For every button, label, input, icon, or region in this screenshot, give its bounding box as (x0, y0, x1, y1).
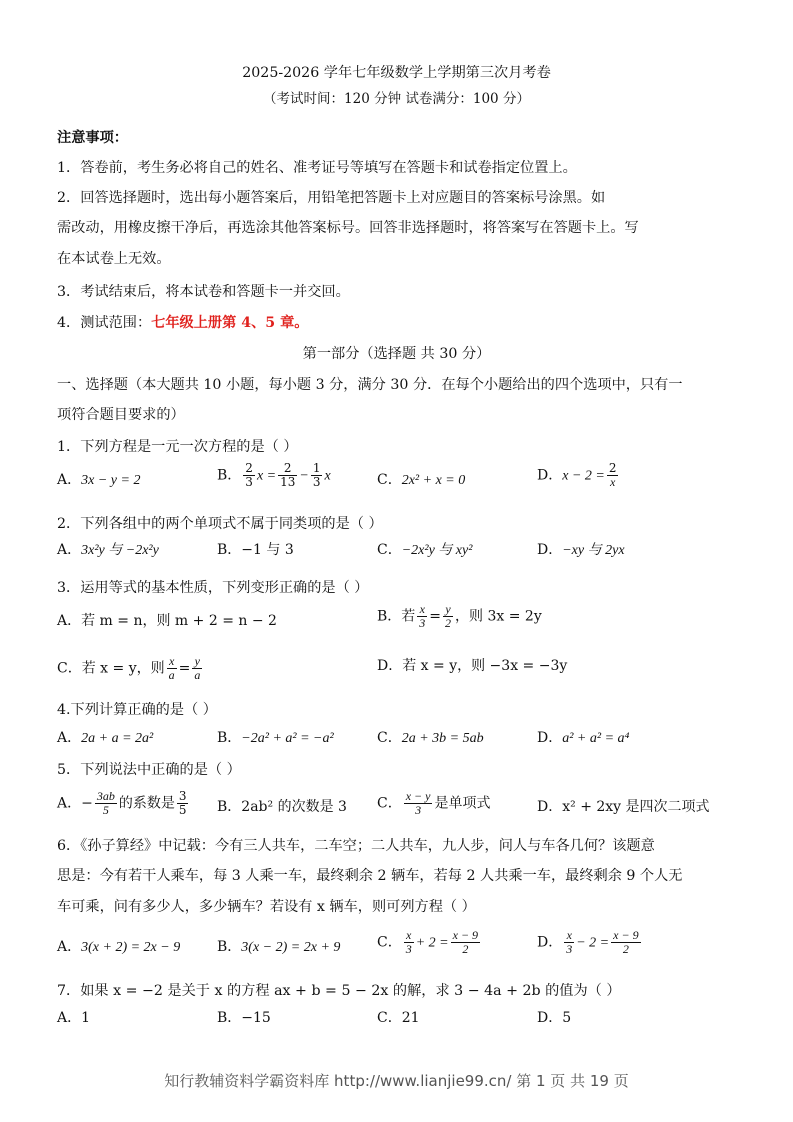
numerator: 1 (312, 461, 321, 475)
q4-a-expr: 2a + a = 2a² (81, 731, 154, 746)
q6-option-b (217, 937, 340, 958)
q2-option-c (377, 540, 472, 561)
q1-a-expr: 3x − y = 2 (81, 473, 141, 488)
section-1-desc-b: 项符合题目要求的） (57, 407, 185, 423)
option-label: C． (377, 795, 402, 812)
denominator: 5 (178, 803, 187, 817)
q5-stem: 5．下列说法中正确的是（ ） (57, 762, 241, 778)
q4-option-c (377, 728, 484, 749)
note-4-range: 七年级上册第 4、5 章。 (151, 315, 309, 331)
q5-a-text: 的系数是 (118, 795, 175, 812)
q5-option-d (537, 797, 710, 817)
fraction (192, 655, 202, 682)
q2-option-d (537, 540, 625, 561)
note-2a: 2．回答选择题时，选出每小题答案后，用铅笔把答题卡上对应题目的答案标号涂黑。如 (57, 190, 606, 206)
fraction (607, 462, 619, 489)
q5-option-c (377, 790, 490, 817)
q1-option-d (537, 462, 620, 489)
denominator: x (610, 475, 616, 489)
q6-line-3: 车可乘，问有多少人，多少辆车？若设有 x 辆车，则可列方程（ ） (57, 899, 476, 915)
note-4-prefix: 4．测试范围： (57, 315, 152, 331)
fraction (167, 655, 177, 682)
option-label: A． (57, 730, 82, 746)
q7-option-c: C．21 (377, 1010, 420, 1026)
denominator: a (194, 668, 201, 682)
numerator: x (167, 655, 177, 669)
option-label: B． (217, 542, 242, 558)
option-label: B． (217, 799, 242, 815)
fraction (177, 790, 189, 817)
q4-option-a (57, 728, 153, 749)
q6-line-2: 思是：今有若干人乘车，每 3 人乘一车，最终剩余 2 辆车，若每 2 人共乘一车，最终剩余 9 个人无 (57, 868, 683, 884)
numerator: y (443, 603, 453, 617)
q5-c-text: 是单项式 (434, 795, 491, 812)
denominator: 13 (280, 475, 296, 489)
option-label: C． (377, 472, 402, 488)
denominator: 3 (405, 942, 412, 956)
numerator: 2 (245, 461, 253, 475)
note-2b: 需改动，用橡皮擦干净后，再选涂其他答案标号。回答非选择题时，将答案写在答题卡上。写 (57, 220, 639, 236)
q7-option-b: B．−15 (217, 1010, 271, 1026)
denominator: 2 (445, 616, 452, 630)
q5-d-expr: x² + 2xy 是四次二项式 (562, 799, 710, 815)
q4-d-expr: a² + a² = a⁴ (562, 731, 630, 746)
q3-b-text: ，则 3x = 2y (455, 608, 542, 625)
page-footer: 知行教辅资料学霸资料库 http://www.lianjie99.cn/ 第 1 页 共 19 页 (164, 1072, 629, 1090)
q2-a-expr: 3x²y 与 −2x²y (81, 543, 159, 558)
note-4 (57, 313, 308, 333)
section-1-desc-a: 一、选择题（本大题共 10 小题，每小题 3 分，满分 30 分．在每个小题给出的四个选项中，只有一 (57, 377, 683, 393)
option-label: A． (57, 472, 82, 488)
option-label: B．若 (377, 608, 416, 625)
q2-b-expr: −1 与 3 (241, 542, 294, 558)
fraction (443, 603, 453, 630)
q7-option-a: A．1 (57, 1010, 91, 1026)
numerator: x (417, 603, 427, 617)
q4-c-expr: 2a + 3b = 5ab (401, 731, 484, 746)
denominator: 3 (245, 475, 253, 489)
option-label: C． (377, 730, 402, 746)
numerator: x (564, 929, 574, 943)
q4-option-d (537, 728, 629, 749)
numerator: x (404, 929, 414, 943)
q6-c-expr: + 2 = (415, 935, 449, 951)
denominator: 3 (312, 475, 321, 489)
option-label: B． (217, 467, 242, 484)
q6-option-d (537, 929, 643, 956)
fraction (451, 929, 480, 956)
q2-option-a (57, 540, 159, 561)
q7-option-d: D．5 (537, 1010, 572, 1026)
fraction (404, 790, 433, 817)
q3-option-b: B．若 $\frac{x}{3}$ = $\frac{y}{2}$ ，则 3x = 2y (377, 602, 542, 630)
numerator: 3 (178, 789, 187, 803)
q6-a-expr: 3(x + 2) = 2x − 9 (81, 940, 181, 955)
q6-b-expr: 3(x − 2) = 2x + 9 (241, 940, 341, 955)
numerator: 2 (278, 462, 297, 476)
q6-option-a (57, 937, 180, 958)
denominator: 2 (462, 942, 469, 956)
q5-option-a (57, 790, 190, 817)
q7-stem: 7．如果 x = −2 是关于 x 的方程 ax + b = 5 − 2x 的解，求 3 − 4a + 2b 的值为（ ） (57, 983, 621, 999)
numerator: y (192, 655, 202, 669)
q2-stem: 2．下列各组中的两个单项式不属于同类项的是（ ） (57, 516, 383, 532)
denominator: 2 (622, 942, 629, 956)
numerator: 3ab (96, 789, 115, 803)
fraction (95, 790, 117, 817)
q3-option-c: C．若 x = y，则 $\frac{x}{a}$ = $\frac{y}{a}$ (57, 654, 201, 682)
q1-option-a (57, 470, 140, 491)
option-label: D． (537, 730, 563, 746)
part1-title: 第一部分（选择题 共 30 分） (302, 346, 491, 362)
option-label: C．若 x = y，则 (57, 660, 165, 677)
denominator: 3 (415, 803, 422, 817)
note-3: 3．考试结束后，将本试卷和答题卡一并交回。 (57, 284, 350, 300)
q2-option-b (217, 540, 294, 560)
option-label: C． (377, 934, 402, 951)
numerator: x − y (405, 789, 431, 803)
exam-title: 2025-2026 学年七年级数学上学期第三次月考卷 (242, 65, 551, 81)
q1-d-expr: x − 2 = (562, 468, 605, 484)
fraction (278, 462, 297, 489)
option-label: B． (217, 730, 242, 746)
option-label: D． (537, 934, 563, 951)
option-label: B． (217, 939, 242, 955)
numerator: x − 9 (452, 928, 479, 942)
q2-c-expr: −2x²y 与 xy² (401, 543, 473, 558)
q1-option-b: B． $\frac{2}{3}$ x = $\frac{2}{13}$ − $\frac{1}{3}$ x (217, 461, 331, 489)
note-1: 1．答卷前，考生务必将自己的姓名、准考证号等填写在答题卡和试卷指定位置上。 (57, 160, 577, 176)
q1-stem: 1．下列方程是一元一次方程的是（ ） (57, 439, 298, 455)
fraction (311, 462, 323, 489)
numerator: 2 (608, 461, 617, 475)
q3-option-a: A．若 m = n，则 m + 2 = n − 2 (57, 613, 277, 629)
q3-stem: 3．运用等式的基本性质，下列变形正确的是（ ） (57, 580, 369, 596)
option-label: D． (537, 467, 563, 484)
fraction (611, 929, 640, 956)
q5-option-b (217, 797, 347, 817)
q6-option-c (377, 929, 482, 956)
option-label: D． (537, 542, 563, 558)
q4-option-b (217, 728, 334, 749)
q6-line-1: 6．《孙子算经》中记载：今有三人共车，二车空；二人共车，九人步，问人与车各几何？该题意 (57, 838, 655, 854)
fraction (564, 929, 574, 956)
notes-heading: 注意事项： (57, 130, 128, 146)
option-label: A． (57, 939, 82, 955)
option-label: A．− (57, 795, 93, 812)
q2-d-expr: −xy 与 2yx (562, 543, 625, 558)
q4-stem: 4.下列计算正确的是（ ） (57, 702, 217, 718)
denominator: 5 (102, 803, 109, 817)
fraction (243, 462, 255, 489)
numerator: x − 9 (613, 928, 639, 942)
q4-b-expr: −2a² + a² = −a² (241, 731, 334, 746)
option-label: C． (377, 542, 402, 558)
q1-c-expr: 2x² + x = 0 (401, 473, 466, 488)
denominator: a (168, 668, 175, 682)
q5-b-expr: 2ab² 的次数是 3 (241, 799, 347, 815)
option-label: A． (57, 542, 82, 558)
denominator: 3 (566, 942, 573, 956)
note-2c: 在本试卷上无效。 (57, 251, 171, 267)
q1-option-c (377, 470, 465, 491)
option-label: D． (537, 799, 563, 815)
exam-subtitle: （考试时间：120 分钟 试卷满分：100 分） (263, 91, 530, 107)
fraction (404, 929, 414, 956)
q6-d-expr: − 2 = (576, 935, 610, 951)
fraction (417, 603, 427, 630)
denominator: 3 (419, 616, 426, 630)
q3-option-d: D．若 x = y，则 −3x = −3y (377, 658, 568, 674)
